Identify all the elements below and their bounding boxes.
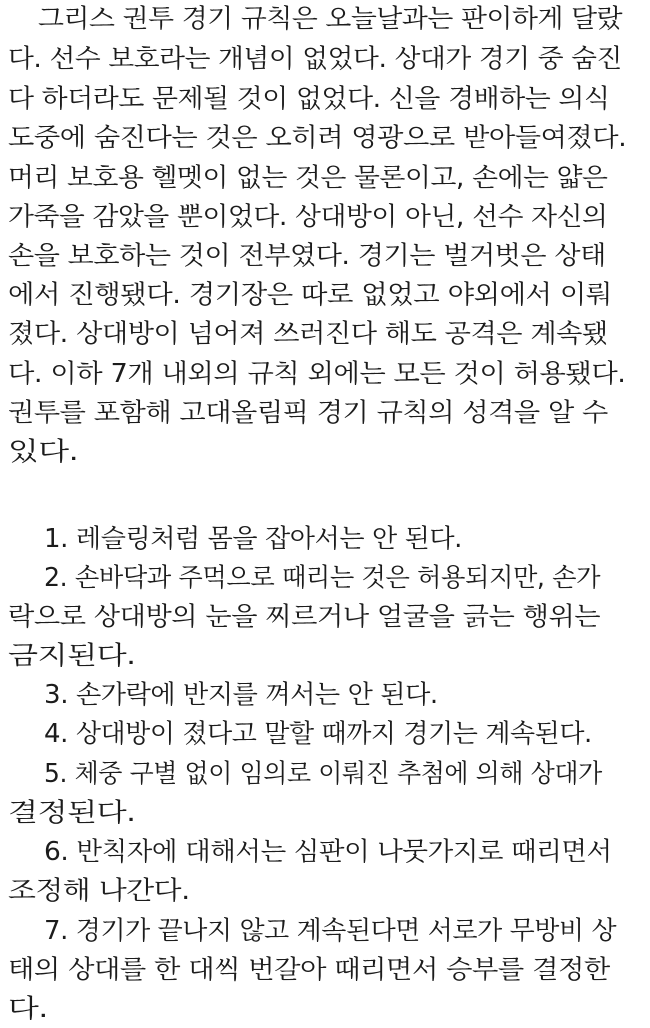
rule-7-continued: 태의 상대를 한 대씩 번갈아 때리면서 승부를 결정한 <box>8 955 610 985</box>
rule-2-continued: 금지된다. <box>8 641 136 671</box>
paragraph-line: 에서 진행됐다. 경기장은 따로 없었고 야외에서 이뤄 <box>8 280 612 310</box>
paragraph-line: 손을 보호하는 것이 전부였다. 경기는 벌거벗은 상태 <box>8 241 606 271</box>
paragraph-line: 가죽을 감았을 뿐이었다. 상대방이 아닌, 선수 자신의 <box>8 202 608 232</box>
rule-7-continued: 다. <box>8 994 48 1024</box>
paragraph-line: 그리스 권투 경기 규칙은 오늘날과는 판이하게 달랐 <box>38 4 623 34</box>
rule-2-continued: 락으로 상대방의 눈을 찌르거나 얼굴을 긁는 행위는 <box>8 602 601 632</box>
paragraph-line: 졌다. 상대방이 넘어져 쓰러진다 해도 공격은 계속됐 <box>8 319 608 349</box>
paragraph-line: 다 하더라도 문제될 것이 없었다. 신을 경배하는 의식 <box>8 84 610 114</box>
rule-6-continued: 조정해 나간다. <box>8 876 190 906</box>
paragraph-line: 있다. <box>8 437 79 467</box>
rule-5-continued: 결정된다. <box>8 798 136 828</box>
paragraph-line: 머리 보호용 헬멧이 없는 것은 물론이고, 손에는 얇은 <box>8 163 608 193</box>
rule-4: 4. 상대방이 졌다고 말할 때까지 경기는 계속된다. <box>44 719 592 749</box>
paragraph-line: 다. 이하 7개 내외의 규칙 외에는 모든 것이 허용됐다. <box>8 359 626 389</box>
rule-2: 2. 손바닥과 주먹으로 때리는 것은 허용되지만, 손가 <box>44 563 601 593</box>
rule-5: 5. 체중 구별 없이 임의로 이뤄진 추첨에 의해 상대가 <box>44 759 602 789</box>
paragraph-line: 다. 선수 보호라는 개념이 없었다. 상대가 경기 중 숨진 <box>8 44 622 74</box>
rule-3: 3. 손가락에 반지를 껴서는 안 된다. <box>44 680 438 710</box>
rule-7: 7. 경기가 끝나지 않고 계속된다면 서로가 무방비 상 <box>44 916 617 946</box>
rule-1: 1. 레슬링처럼 몸을 잡아서는 안 된다. <box>44 524 463 554</box>
rule-6: 6. 반칙자에 대해서는 심판이 나뭇가지로 때리면서 <box>44 837 612 867</box>
paragraph-line: 권투를 포함해 고대올림픽 경기 규칙의 성격을 알 수 <box>8 398 608 428</box>
paragraph-line: 도중에 숨진다는 것은 오히려 영광으로 받아들여졌다. <box>8 123 627 153</box>
